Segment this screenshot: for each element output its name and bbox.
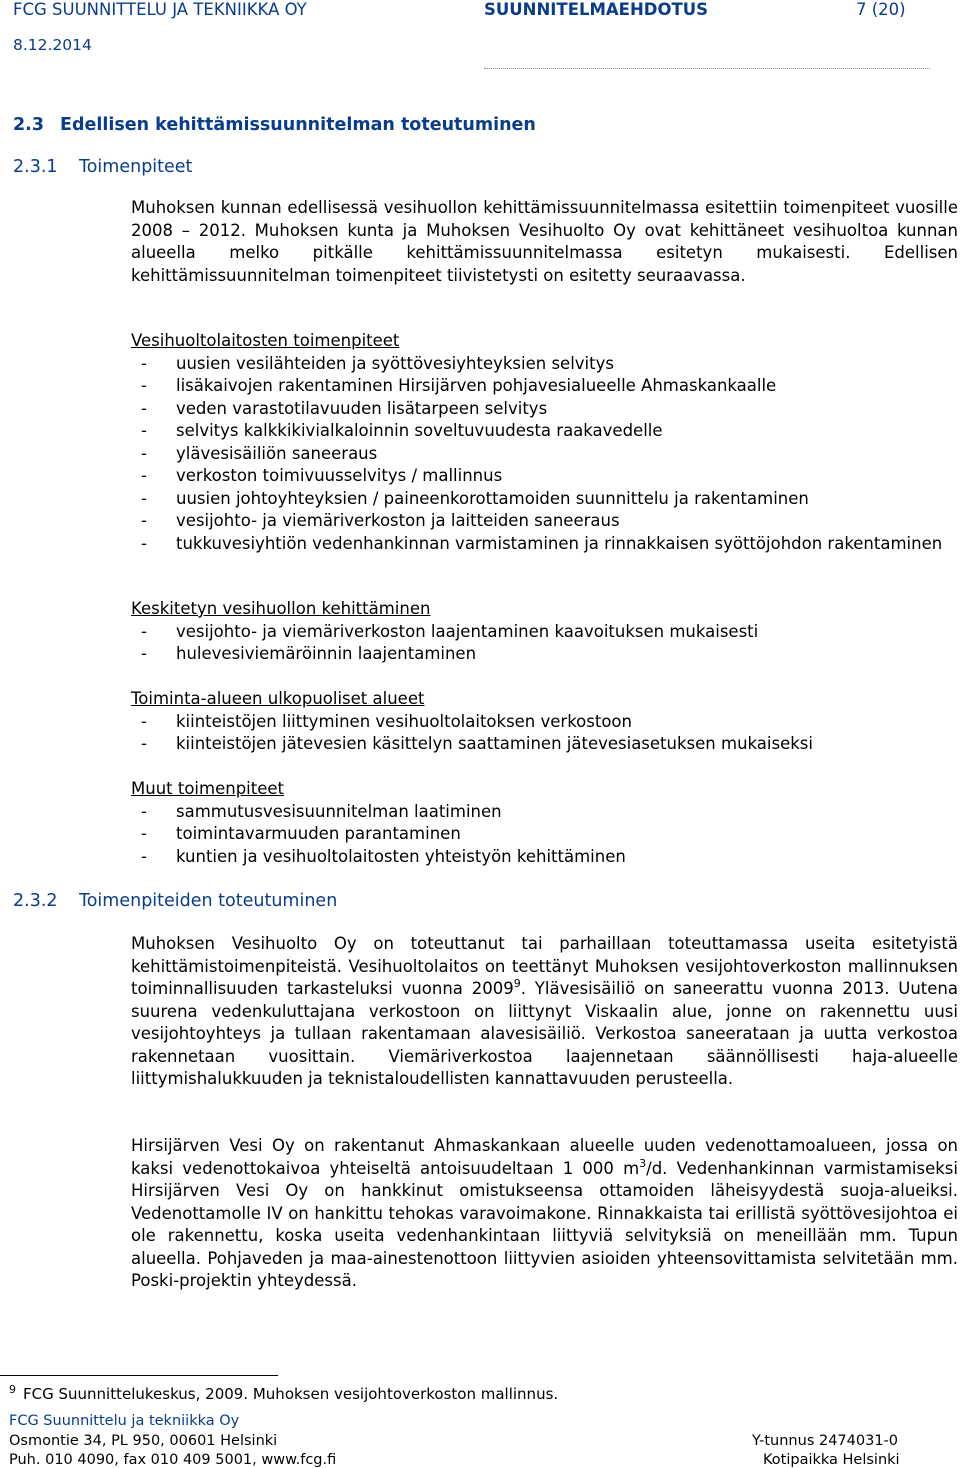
list-item: - kiinteistöjen liittyminen vesihuoltolaitoksen verkostoon (139, 711, 958, 734)
bullet-list (131, 711, 958, 756)
header-doc-type: SUUNNITELMAEHDOTUS (484, 0, 709, 19)
list-section-2 (131, 598, 958, 666)
intro-paragraph: Muhoksen kunnan edellisessä vesihuollon kehittämissuunnitelmassa esitettiin toimenpiteet vuosille 2008 – 2012. Muhoksen kunta ja Muhoksen Vesihuolto Oy ovat kehittäneet vesihuoltoa kunnan alueella melko pitkälle kehittämissuunnitelmassa esitetyn mukaisesti. Edellisen kehittämissuunnitelman toimenpiteet tiivistetysti on esitetty seuraavassa. (131, 198, 958, 285)
list-item: - sammutusvesisuunnitelman laatiminen (139, 801, 958, 824)
footnote (9, 1383, 558, 1403)
list-section-4 (131, 778, 958, 868)
bullet-list (131, 801, 958, 869)
list-item: - verkoston toimivuusselvitys / mallinnus (139, 465, 958, 488)
header-rule (484, 68, 930, 69)
list-item: - hulevesiviemäröinnin laajentaminen (139, 643, 958, 666)
body-paragraph-1 (131, 933, 958, 1091)
list-item: - vesijohto- ja viemäriverkoston ja laitteiden saneeraus (139, 510, 958, 533)
subsection-heading-2 (13, 891, 337, 911)
superscript-unit: 3 (639, 1156, 647, 1170)
list-section-1 (131, 330, 958, 555)
subsection-title-1: Toimenpiteet (79, 157, 193, 177)
paragraph-text: Hirsijärven Vesi Oy on rakentanut Ahmaskankaan alueelle uuden vedenottamoalueen, jossa on kaksi vedenottokaivoa yhteiseltä antoisuudeltaan 1 000 m (131, 1136, 958, 1178)
list-item: - tukkuvesiyhtiön vedenhankinnan varmistaminen ja rinnakkaisen syöttöjohdon rakentaminen (139, 533, 958, 556)
list-title: Toiminta-alueen ulkopuoliset alueet (131, 689, 425, 708)
body-paragraph-2 (131, 1135, 958, 1293)
list-item: - kiinteistöjen jätevesien käsittelyn saattaminen jätevesiasetuksen mukaiseksi (139, 733, 958, 756)
subsection-number-1: 2.3.1 (13, 157, 58, 177)
paragraph-text: . Ylävesisäiliö on saneerattu vuonna 2013. Uutena suurena vedenkuluttajana verkostoon on liittynyt Viskaalin alue, jonne on rakennettu uusi vesijohtoyhteys ja tullaan rakentamaan alavesisäiliö. Verkostoa saneerataan ja uutta verkostoa rakennetaan vuosittain. Viemäriverkostoa laajennetaan säännöllisesti haja-alueelle liittymishalukkuuden ja teknistaloudellisten kannattavuuden perusteella. (131, 979, 958, 1088)
footer-domicile: Kotipaikka Helsinki (763, 1452, 900, 1468)
footer-company: FCG Suunnittelu ja tekniikka Oy (9, 1413, 240, 1429)
subsection-heading-1 (13, 157, 192, 177)
list-item: - veden varastotilavuuden lisätarpeen selvitys (139, 398, 958, 421)
list-title: Muut toimenpiteet (131, 779, 284, 798)
paragraph-text: Muhoksen Vesihuolto Oy on toteuttanut tai parhaillaan toteuttamassa useita esitetyistä kehittämistoimenpiteistä. Vesihuoltolaitos on teettänyt Muhoksen vesijohtoverkoston mallinnuksen toiminnallisuuden tarkasteluksi vuonna 2009 (131, 934, 958, 998)
footnote-mark: 9 (9, 1383, 16, 1396)
footer-phone: Puh. 010 4090, fax 010 409 5001, www.fcg.fi (9, 1452, 337, 1468)
list-item: - uusien vesilähteiden ja syöttövesiyhteyksien selvitys (139, 353, 958, 376)
list-section-3 (131, 688, 958, 756)
paragraph-text: /d. Vedenhankinnan varmistamiseksi Hirsijärven Vesi Oy on hankkinut omistukseensa ottamoiden läheisyydestä suoja-alueiksi. Vedenottamolle IV on hankittu tehokas varavoimakone. Rinnakkaista tai erillistä syöttövesijohtoa ei ole rakennettu, koska useita vedenhankintaan liittyviä selvityksiä on meneillään mm. Tupun alueella. Pohjaveden ja maa-ainestenottoon liittyvien asioiden yhteensovittamista selvitetään mm. Poski-projektin yhteydessä. (131, 1158, 958, 1290)
bullet-list (131, 353, 958, 556)
list-item: - ylävesisäiliön saneeraus (139, 443, 958, 466)
header-page-number: 7 (20) (856, 0, 906, 19)
footnote-rule (0, 1375, 278, 1376)
list-item: - uusien johtoyhteyksien / paineenkorottamoiden suunnittelu ja rakentaminen (139, 488, 958, 511)
footnote-text: FCG Suunnittelukeskus, 2009. Muhoksen vesijohtoverkoston mallinnus. (23, 1385, 559, 1403)
section-number: 2.3 (13, 115, 45, 135)
section-title: Edellisen kehittämissuunnitelman toteutuminen (60, 115, 536, 135)
subsection-number-2: 2.3.2 (13, 891, 58, 911)
bullet-list (131, 621, 958, 666)
header-date: 8.12.2014 (13, 36, 92, 54)
footer-business-id: Y-tunnus 2474031-0 (752, 1433, 899, 1449)
list-item: - kuntien ja vesihuoltolaitosten yhteistyön kehittäminen (139, 846, 958, 869)
header-company: FCG SUUNNITTELU JA TEKNIIKKA OY (13, 0, 307, 19)
list-item: - selvitys kalkkikivialkaloinnin soveltuvuudesta raakavedelle (139, 420, 958, 443)
list-item: - toimintavarmuuden parantaminen (139, 823, 958, 846)
footnote-reference: 9 (513, 977, 521, 990)
list-item: - vesijohto- ja viemäriverkoston laajentaminen kaavoituksen mukaisesti (139, 621, 958, 644)
footer-address: Osmontie 34, PL 950, 00601 Helsinki (9, 1433, 278, 1449)
section-heading (13, 115, 536, 135)
list-title: Keskitetyn vesihuollon kehittäminen (131, 599, 431, 618)
list-title: Vesihuoltolaitosten toimenpiteet (131, 331, 400, 350)
subsection-title-2: Toimenpiteiden toteutuminen (79, 891, 338, 911)
list-item: - lisäkaivojen rakentaminen Hirsijärven pohjavesialueelle Ahmaskankaalle (139, 375, 958, 398)
